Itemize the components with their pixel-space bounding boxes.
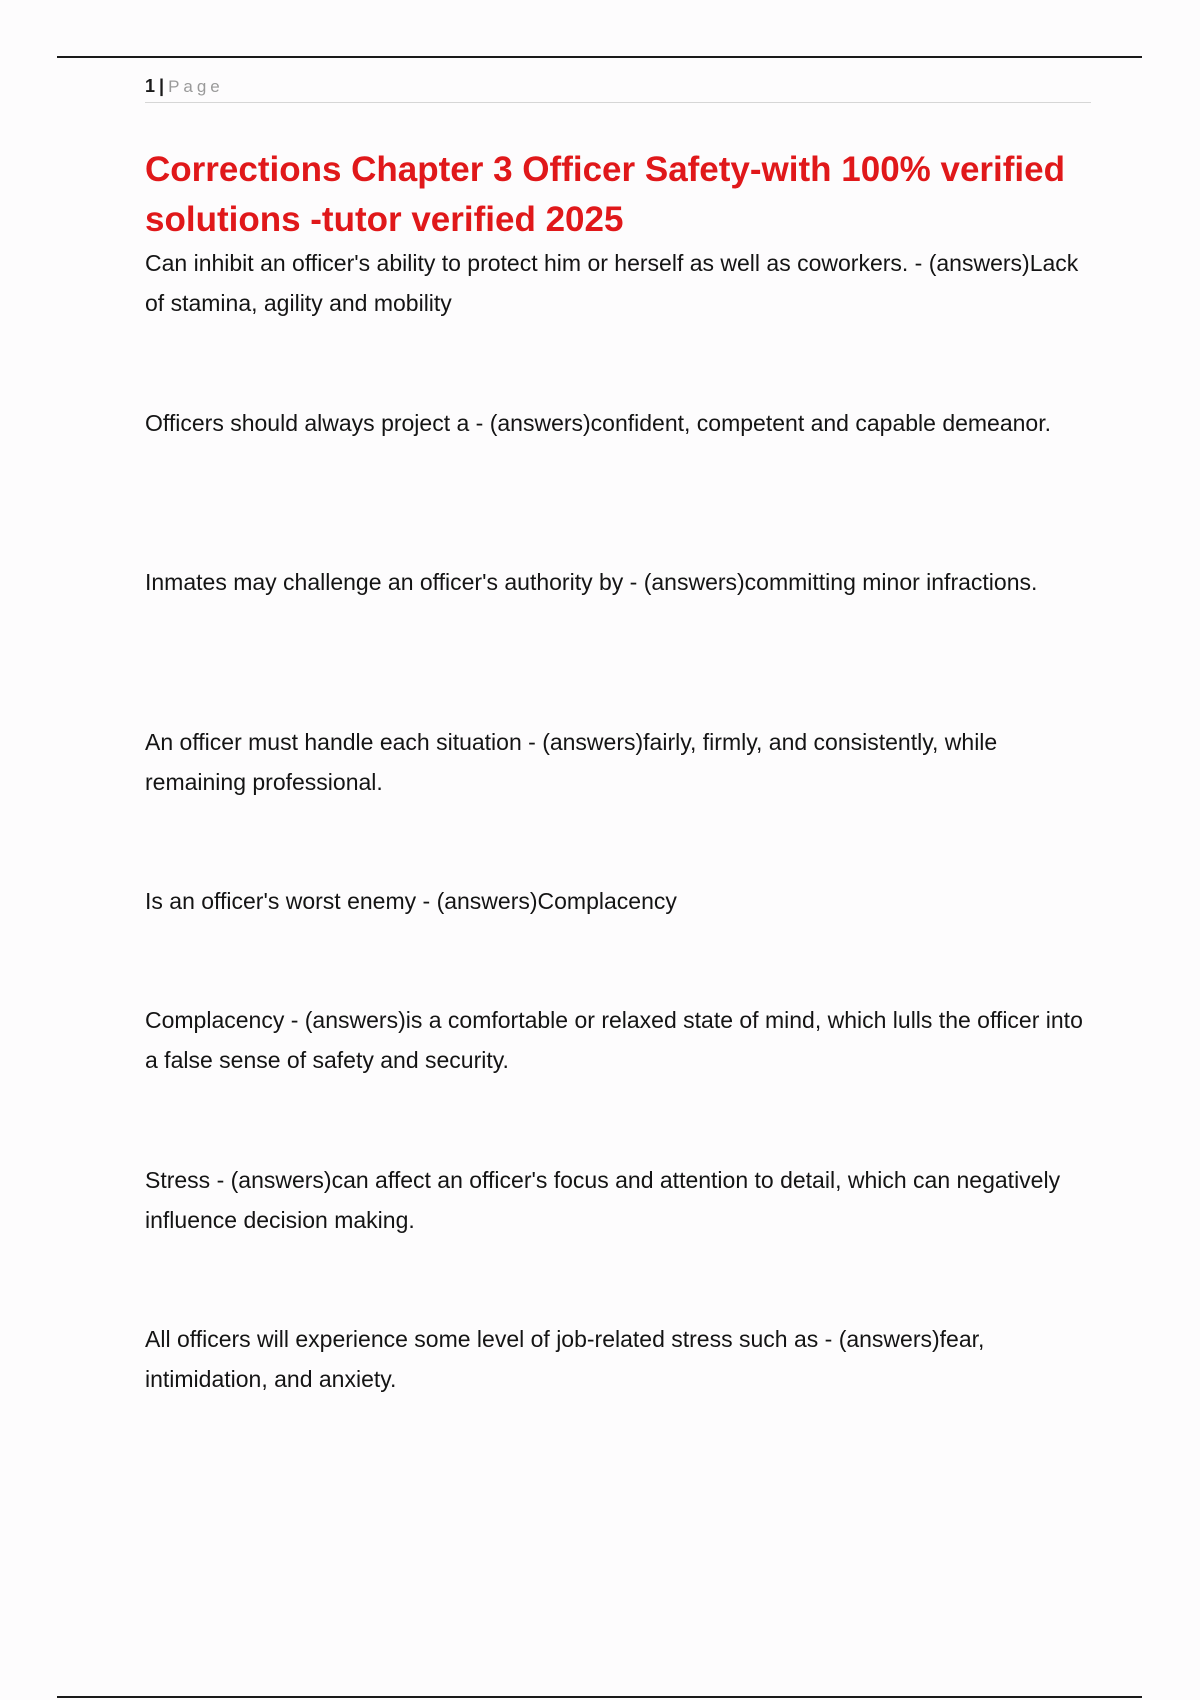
qa-item-2: Officers should always project a - (answers)confident, competent and capable demeanor. [145, 410, 1052, 436]
qa-item-7: Stress - (answers)can affect an officer's focus and attention to detail, which can negatively influence decision making. [145, 1167, 1061, 1233]
qa-item-4: An officer must handle each situation - (answers)fairly, firmly, and consistently, while remaining professional. [145, 729, 998, 795]
page-number: 1 [145, 76, 156, 96]
document-title: Corrections Chapter 3 Officer Safety-with 100% verified solutions -tutor verified 2025 [145, 150, 1065, 239]
page-header [145, 74, 1091, 103]
page-label: Page [168, 77, 224, 96]
page-separator: | [159, 76, 165, 96]
bottom-rule [57, 1696, 1142, 1698]
qa-item-3: Inmates may challenge an officer's authority by - (answers)committing minor infractions. [145, 569, 1038, 595]
qa-item-5: Is an officer's worst enemy - (answers)Complacency [145, 888, 677, 914]
qa-item-1: Can inhibit an officer's ability to protect him or herself as well as coworkers. - (answers)Lack of stamina, agility and mobility [145, 250, 1079, 316]
top-rule [57, 56, 1142, 58]
qa-item-8: All officers will experience some level of job-related stress such as - (answers)fear, intimidation, and anxiety. [145, 1326, 985, 1392]
qa-item-6: Complacency - (answers)is a comfortable or relaxed state of mind, which lulls the officer into a false sense of safety and security. [145, 1007, 1083, 1073]
